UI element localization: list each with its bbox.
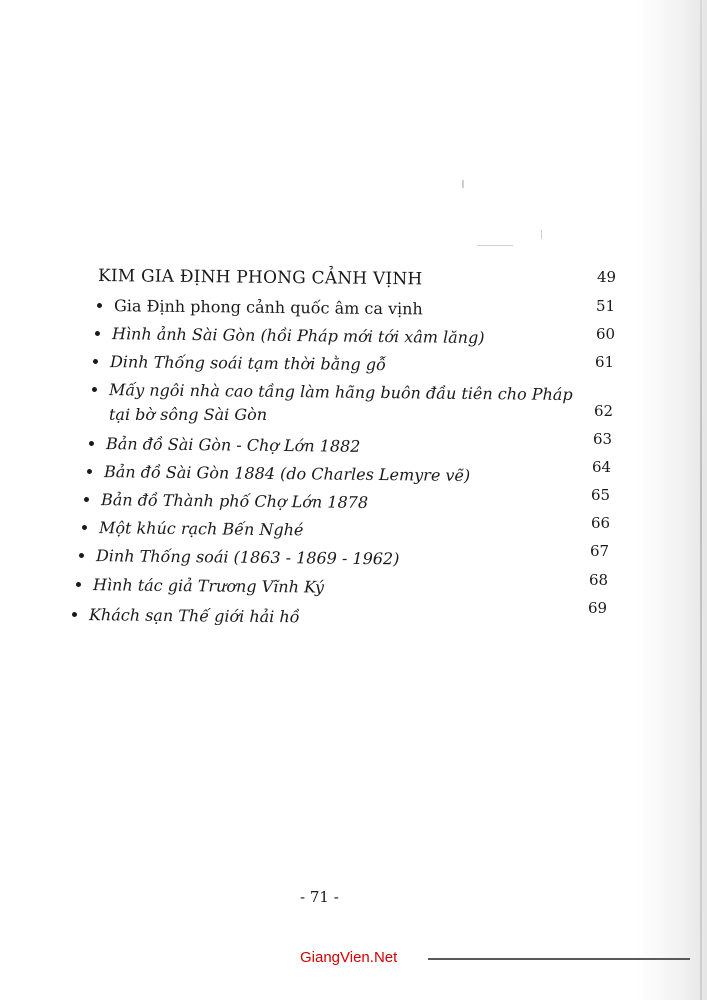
bullet-icon — [87, 469, 92, 474]
scan-artifact — [541, 230, 542, 239]
toc-entry-page: 66 — [591, 514, 611, 532]
toc-entry — [79, 546, 400, 568]
section-heading: KIM GIA ĐỊNH PHONG CẢNH VỊNH — [97, 266, 423, 290]
toc-entry-title: Bản đồ Sài Gòn - Chợ Lớn 1882 — [105, 434, 361, 456]
toc-entry-title: Gia Định phong cảnh quốc âm ca vịnh — [113, 296, 423, 319]
page-edge-shadow — [700, 0, 702, 1000]
toc-entry-page: 69 — [588, 599, 608, 617]
toc-entry-title: Mấy ngôi nhà cao tầng làm hãng buôn đầu tiên cho Pháp — [108, 380, 573, 405]
page-number: - 71 - — [300, 888, 339, 906]
toc-entry — [93, 352, 386, 374]
toc-entry-page: 61 — [595, 353, 615, 371]
toc-entry — [84, 490, 368, 512]
toc-entry-title: Khách sạn Thế giới hải hồ — [88, 605, 300, 627]
scan-artifact — [462, 180, 464, 188]
bullet-icon — [95, 331, 100, 336]
bullet-icon — [76, 582, 81, 587]
toc-entry-page: 64 — [592, 458, 612, 476]
toc-entry-title: Hình tác giả Trương Vĩnh Ký — [92, 575, 325, 597]
toc-entry — [89, 434, 361, 456]
bullet-icon — [72, 612, 77, 617]
bullet-icon — [79, 553, 84, 558]
toc-entry — [82, 518, 304, 539]
toc-entry — [92, 380, 573, 404]
toc-entry — [97, 296, 423, 318]
toc-entry-title: Bản đồ Sài Gòn 1884 (do Charles Lemyre vẽ) — [103, 462, 471, 486]
toc-entry-page: 63 — [593, 430, 613, 448]
toc-entry-page: 51 — [596, 297, 616, 315]
toc-entry-title: Bản đồ Thành phố Chợ Lớn 1878 — [100, 490, 369, 512]
bullet-icon — [97, 303, 102, 308]
toc-entry-page: 65 — [591, 486, 611, 504]
bullet-icon — [92, 387, 97, 392]
toc-entry — [87, 462, 470, 485]
toc-entry-page: 67 — [590, 542, 610, 560]
toc-entry-page: 68 — [589, 571, 609, 589]
toc-entry-title: Hình ảnh Sài Gòn (hồi Pháp mới tới xâm lăng) — [111, 324, 485, 348]
toc-entry-title: Dinh Thống soái (1863 - 1869 - 1962) — [95, 546, 400, 569]
section-heading-page: 49 — [597, 268, 617, 286]
watermark-text: GiangVien.Net — [300, 949, 398, 966]
toc-entry-title: Dinh Thống soái tạm thời bằng gỗ — [109, 352, 386, 375]
scan-artifact — [477, 245, 513, 246]
toc-entry-page: 62 — [594, 402, 614, 420]
bullet-icon — [93, 359, 98, 364]
bullet-icon — [82, 525, 87, 530]
toc-entry-page: 60 — [596, 325, 616, 343]
scan-artifact — [428, 958, 690, 960]
bullet-icon — [89, 441, 94, 446]
toc-entry-title: Một khúc rạch Bến Nghé — [98, 518, 304, 540]
toc-entry — [76, 575, 324, 597]
toc-entry — [95, 324, 485, 347]
toc-entry-continuation: tại bờ sông Sài Gòn — [109, 405, 268, 424]
bullet-icon — [84, 497, 89, 502]
toc-entry — [72, 605, 300, 626]
